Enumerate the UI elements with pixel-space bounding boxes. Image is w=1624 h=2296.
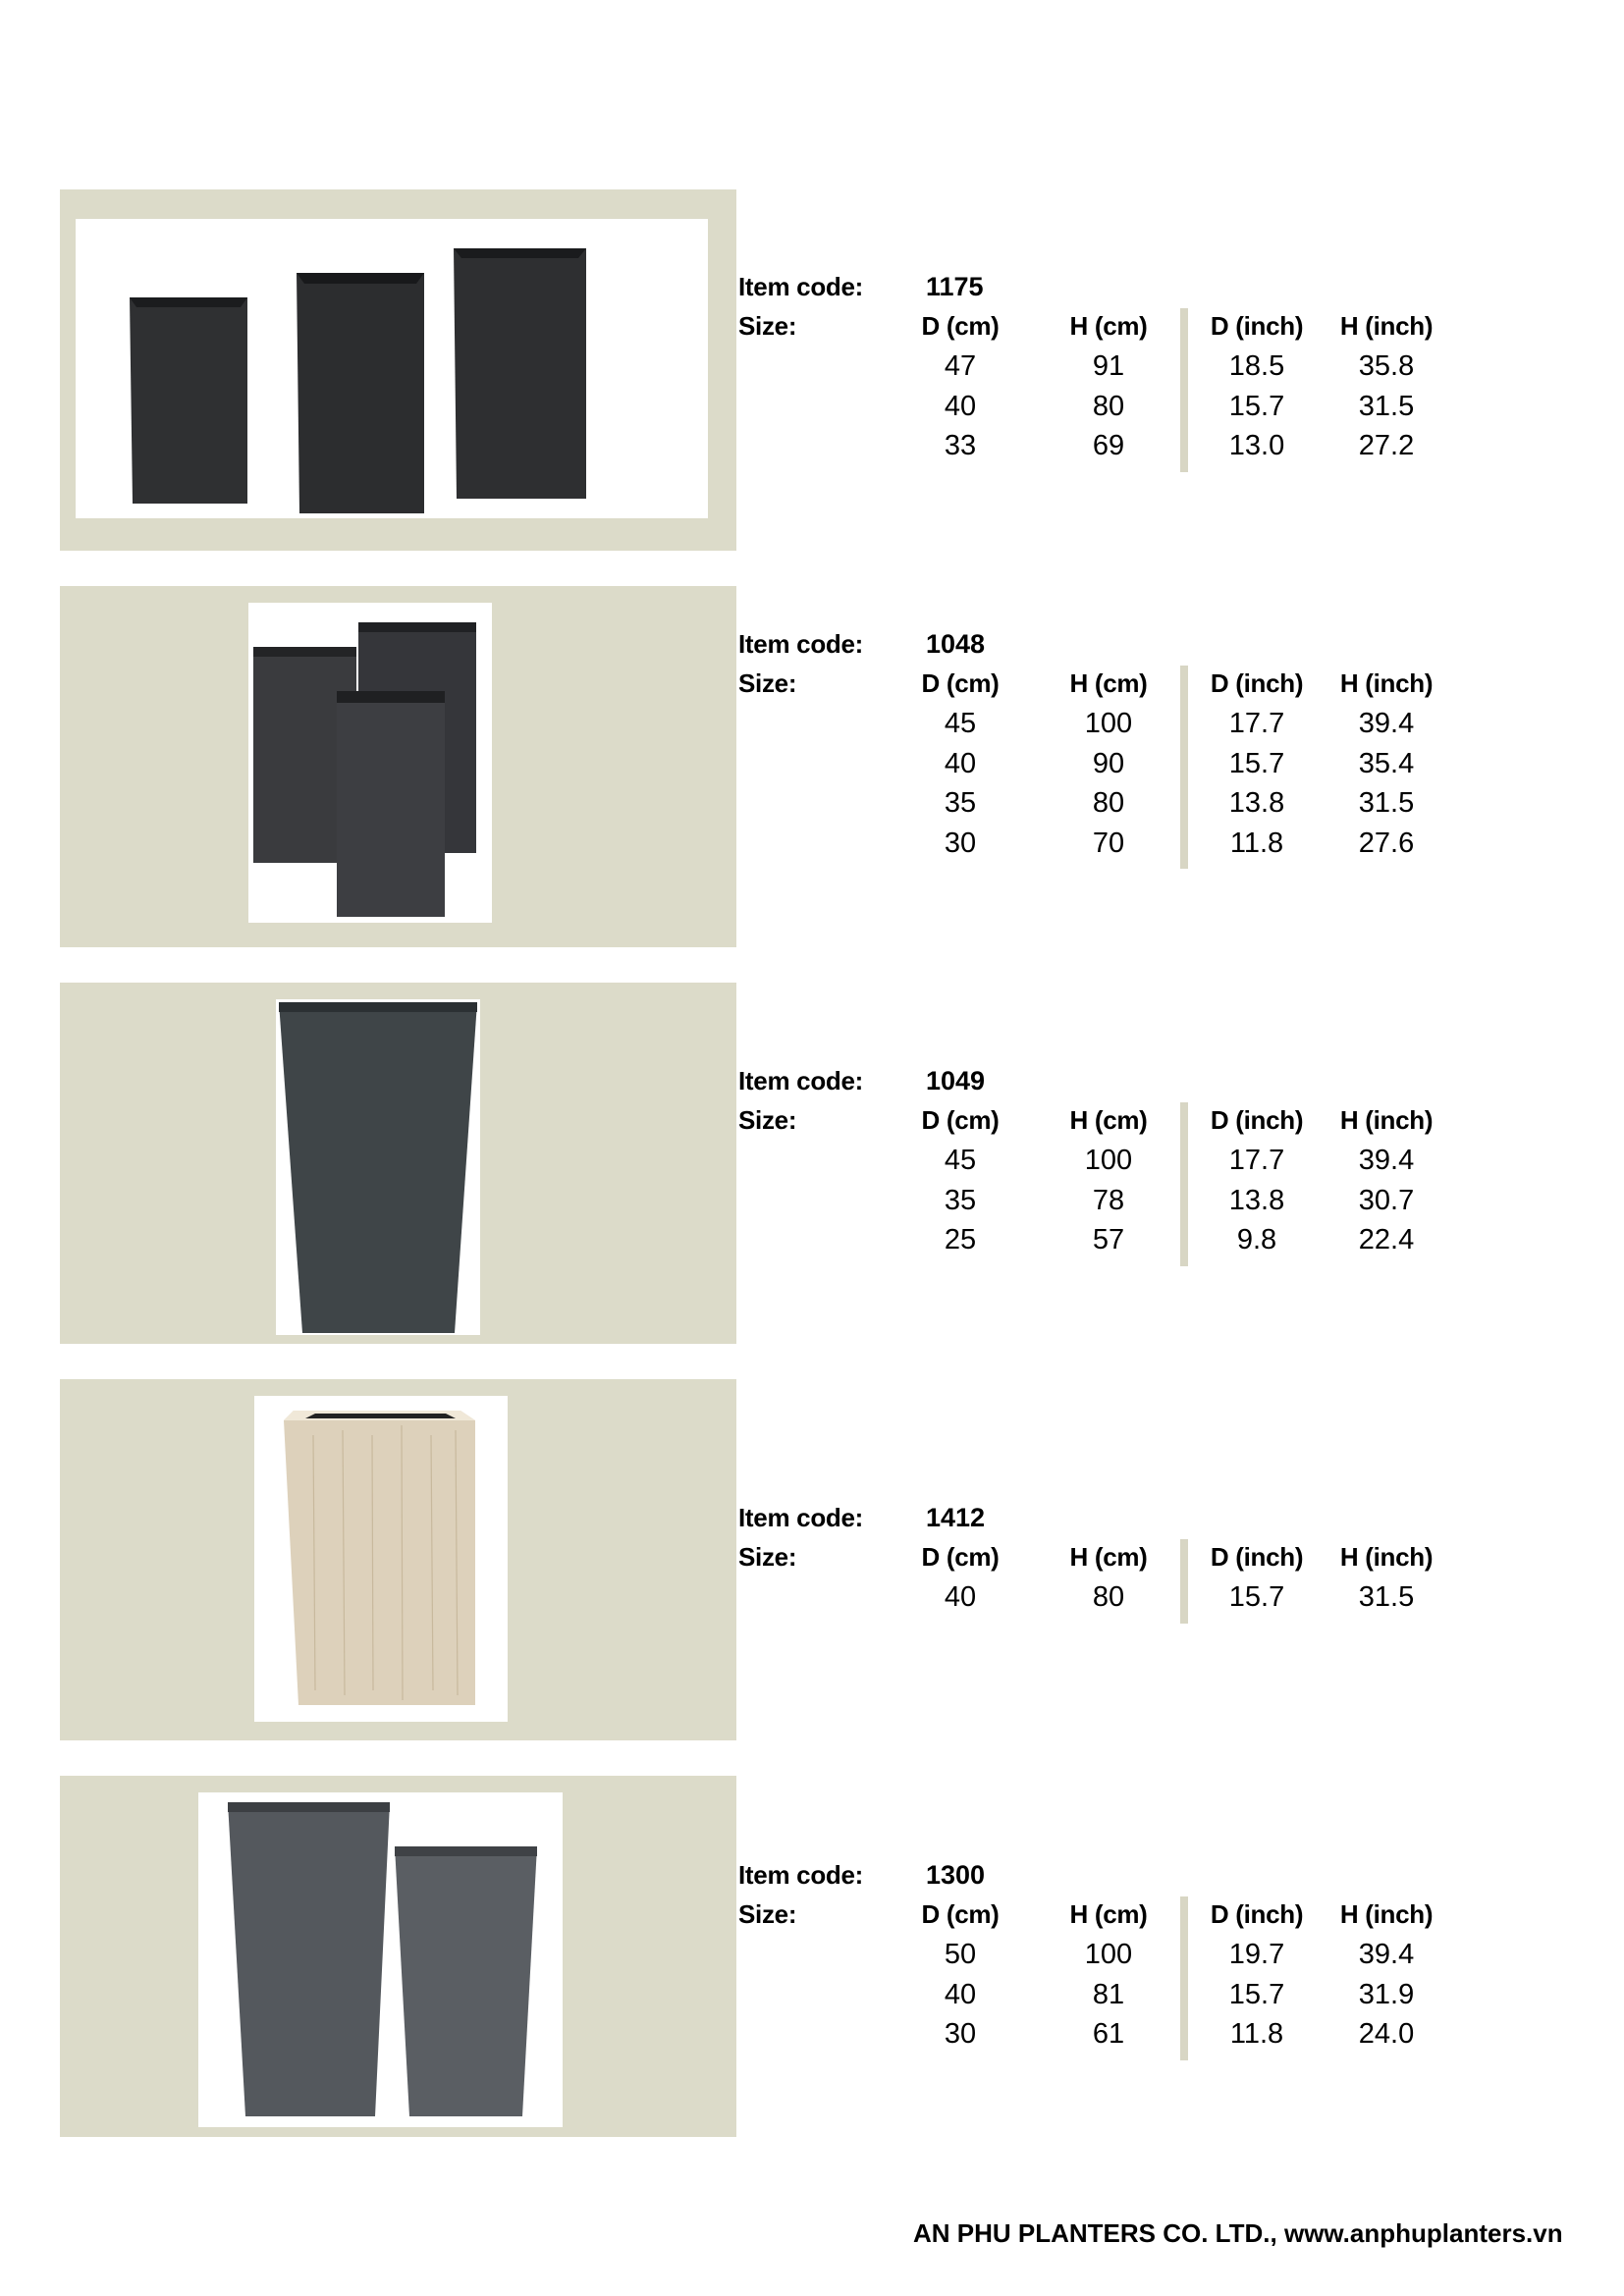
column-header: D (cm) <box>921 668 1000 698</box>
column-divider <box>1180 1539 1188 1624</box>
size-value: 81 <box>1092 1978 1125 2010</box>
column-header: H (inch) <box>1339 1105 1434 1135</box>
size-value: 39.4 <box>1358 1145 1415 1176</box>
size-value: 40 <box>944 747 977 779</box>
size-value: 35.8 <box>1358 350 1415 382</box>
size-value: 25 <box>944 1224 977 1255</box>
size-value: 47 <box>944 350 977 382</box>
column-header: D (cm) <box>921 311 1000 341</box>
size-value: 15.7 <box>1228 747 1285 779</box>
size-value: 45 <box>944 708 977 739</box>
column-header: D (cm) <box>921 1542 1000 1572</box>
item-code-label: Item code: <box>738 1066 864 1095</box>
size-value: 27.6 <box>1358 827 1415 859</box>
size-value: 19.7 <box>1228 1939 1285 1970</box>
size-value: 11.8 <box>1229 2018 1284 2050</box>
size-label: Size: <box>738 1105 797 1135</box>
column-header: D (inch) <box>1210 1542 1304 1572</box>
column-header: H (cm) <box>1069 1105 1148 1135</box>
column-header: H (inch) <box>1339 1542 1434 1572</box>
product-image-panel <box>60 189 736 551</box>
size-value: 78 <box>1092 1184 1125 1216</box>
size-value: 39.4 <box>1358 1939 1415 1970</box>
size-label: Size: <box>738 1899 797 1929</box>
size-value: 30.7 <box>1358 1184 1415 1216</box>
product-photo <box>248 603 492 923</box>
product-photo <box>254 1396 508 1722</box>
column-header: H (inch) <box>1339 1899 1434 1929</box>
size-value: 31.5 <box>1358 787 1415 819</box>
planter-set-image <box>198 1792 563 2127</box>
item-code-value: 1300 <box>926 1860 986 1890</box>
column-header: H (cm) <box>1069 1899 1148 1929</box>
column-header: D (inch) <box>1210 311 1304 341</box>
size-value: 15.7 <box>1228 390 1285 422</box>
column-header: D (cm) <box>921 1899 1000 1929</box>
size-value: 11.8 <box>1229 827 1284 859</box>
product-image-panel <box>60 1379 736 1740</box>
size-value: 100 <box>1084 708 1133 739</box>
size-value: 80 <box>1092 1581 1125 1613</box>
product-photo <box>198 1792 563 2127</box>
size-value: 13.8 <box>1228 787 1285 819</box>
size-value: 22.4 <box>1358 1224 1415 1255</box>
column-divider <box>1180 308 1188 472</box>
product-image-panel <box>60 586 736 947</box>
column-divider <box>1180 1102 1188 1266</box>
size-value: 45 <box>944 1145 977 1176</box>
size-value: 13.0 <box>1228 430 1285 461</box>
size-value: 33 <box>944 430 977 461</box>
size-value: 69 <box>1092 430 1125 461</box>
size-value: 27.2 <box>1358 430 1415 461</box>
column-header: H (cm) <box>1069 668 1148 698</box>
size-value: 100 <box>1084 1145 1133 1176</box>
size-value: 30 <box>944 827 977 859</box>
item-code-value: 1048 <box>926 629 986 659</box>
size-value: 70 <box>1092 827 1125 859</box>
product-image-panel <box>60 1776 736 2137</box>
size-value: 31.9 <box>1358 1978 1415 2010</box>
size-value: 30 <box>944 2018 977 2050</box>
column-header: H (cm) <box>1069 1542 1148 1572</box>
column-header: D (cm) <box>921 1105 1000 1135</box>
size-value: 39.4 <box>1358 708 1415 739</box>
size-value: 31.5 <box>1358 390 1415 422</box>
size-value: 50 <box>944 1939 977 1970</box>
size-label: Size: <box>738 311 797 341</box>
size-value: 35 <box>944 787 977 819</box>
size-value: 61 <box>1092 2018 1125 2050</box>
size-value: 80 <box>1092 390 1125 422</box>
column-header: D (inch) <box>1210 1899 1304 1929</box>
size-value: 17.7 <box>1228 708 1285 739</box>
column-header: H (inch) <box>1339 311 1434 341</box>
size-value: 35 <box>944 1184 977 1216</box>
size-value: 90 <box>1092 747 1125 779</box>
column-header: D (inch) <box>1210 1105 1304 1135</box>
item-code-value: 1049 <box>926 1066 986 1095</box>
size-label: Size: <box>738 1542 797 1572</box>
size-value: 15.7 <box>1228 1581 1285 1613</box>
product-photo <box>76 219 708 518</box>
size-value: 57 <box>1092 1224 1125 1255</box>
item-code-value: 1412 <box>926 1503 986 1532</box>
planter-set-image <box>248 603 492 923</box>
size-value: 18.5 <box>1228 350 1285 382</box>
planter-image <box>276 999 480 1335</box>
planter-image <box>254 1396 508 1722</box>
column-divider <box>1180 666 1188 869</box>
item-code-label: Item code: <box>738 1503 864 1532</box>
size-value: 91 <box>1092 350 1125 382</box>
item-code-value: 1175 <box>926 272 984 301</box>
column-divider <box>1180 1896 1188 2060</box>
size-label: Size: <box>738 668 797 698</box>
size-value: 35.4 <box>1358 747 1415 779</box>
planter-set-image <box>76 219 708 518</box>
size-value: 13.8 <box>1228 1184 1285 1216</box>
item-code-label: Item code: <box>738 272 864 301</box>
column-header: H (inch) <box>1339 668 1434 698</box>
company-footer: AN PHU PLANTERS CO. LTD., www.anphuplanters.vn <box>913 2218 1563 2248</box>
size-value: 40 <box>944 1978 977 2010</box>
size-value: 40 <box>944 390 977 422</box>
size-value: 9.8 <box>1236 1224 1277 1255</box>
size-value: 17.7 <box>1228 1145 1285 1176</box>
size-value: 100 <box>1084 1939 1133 1970</box>
size-value: 40 <box>944 1581 977 1613</box>
item-code-label: Item code: <box>738 1860 864 1890</box>
size-value: 31.5 <box>1358 1581 1415 1613</box>
product-image-panel <box>60 983 736 1344</box>
product-photo <box>276 999 480 1335</box>
size-value: 80 <box>1092 787 1125 819</box>
size-value: 15.7 <box>1228 1978 1285 2010</box>
size-value: 24.0 <box>1358 2018 1415 2050</box>
column-header: H (cm) <box>1069 311 1148 341</box>
item-code-label: Item code: <box>738 629 864 659</box>
column-header: D (inch) <box>1210 668 1304 698</box>
